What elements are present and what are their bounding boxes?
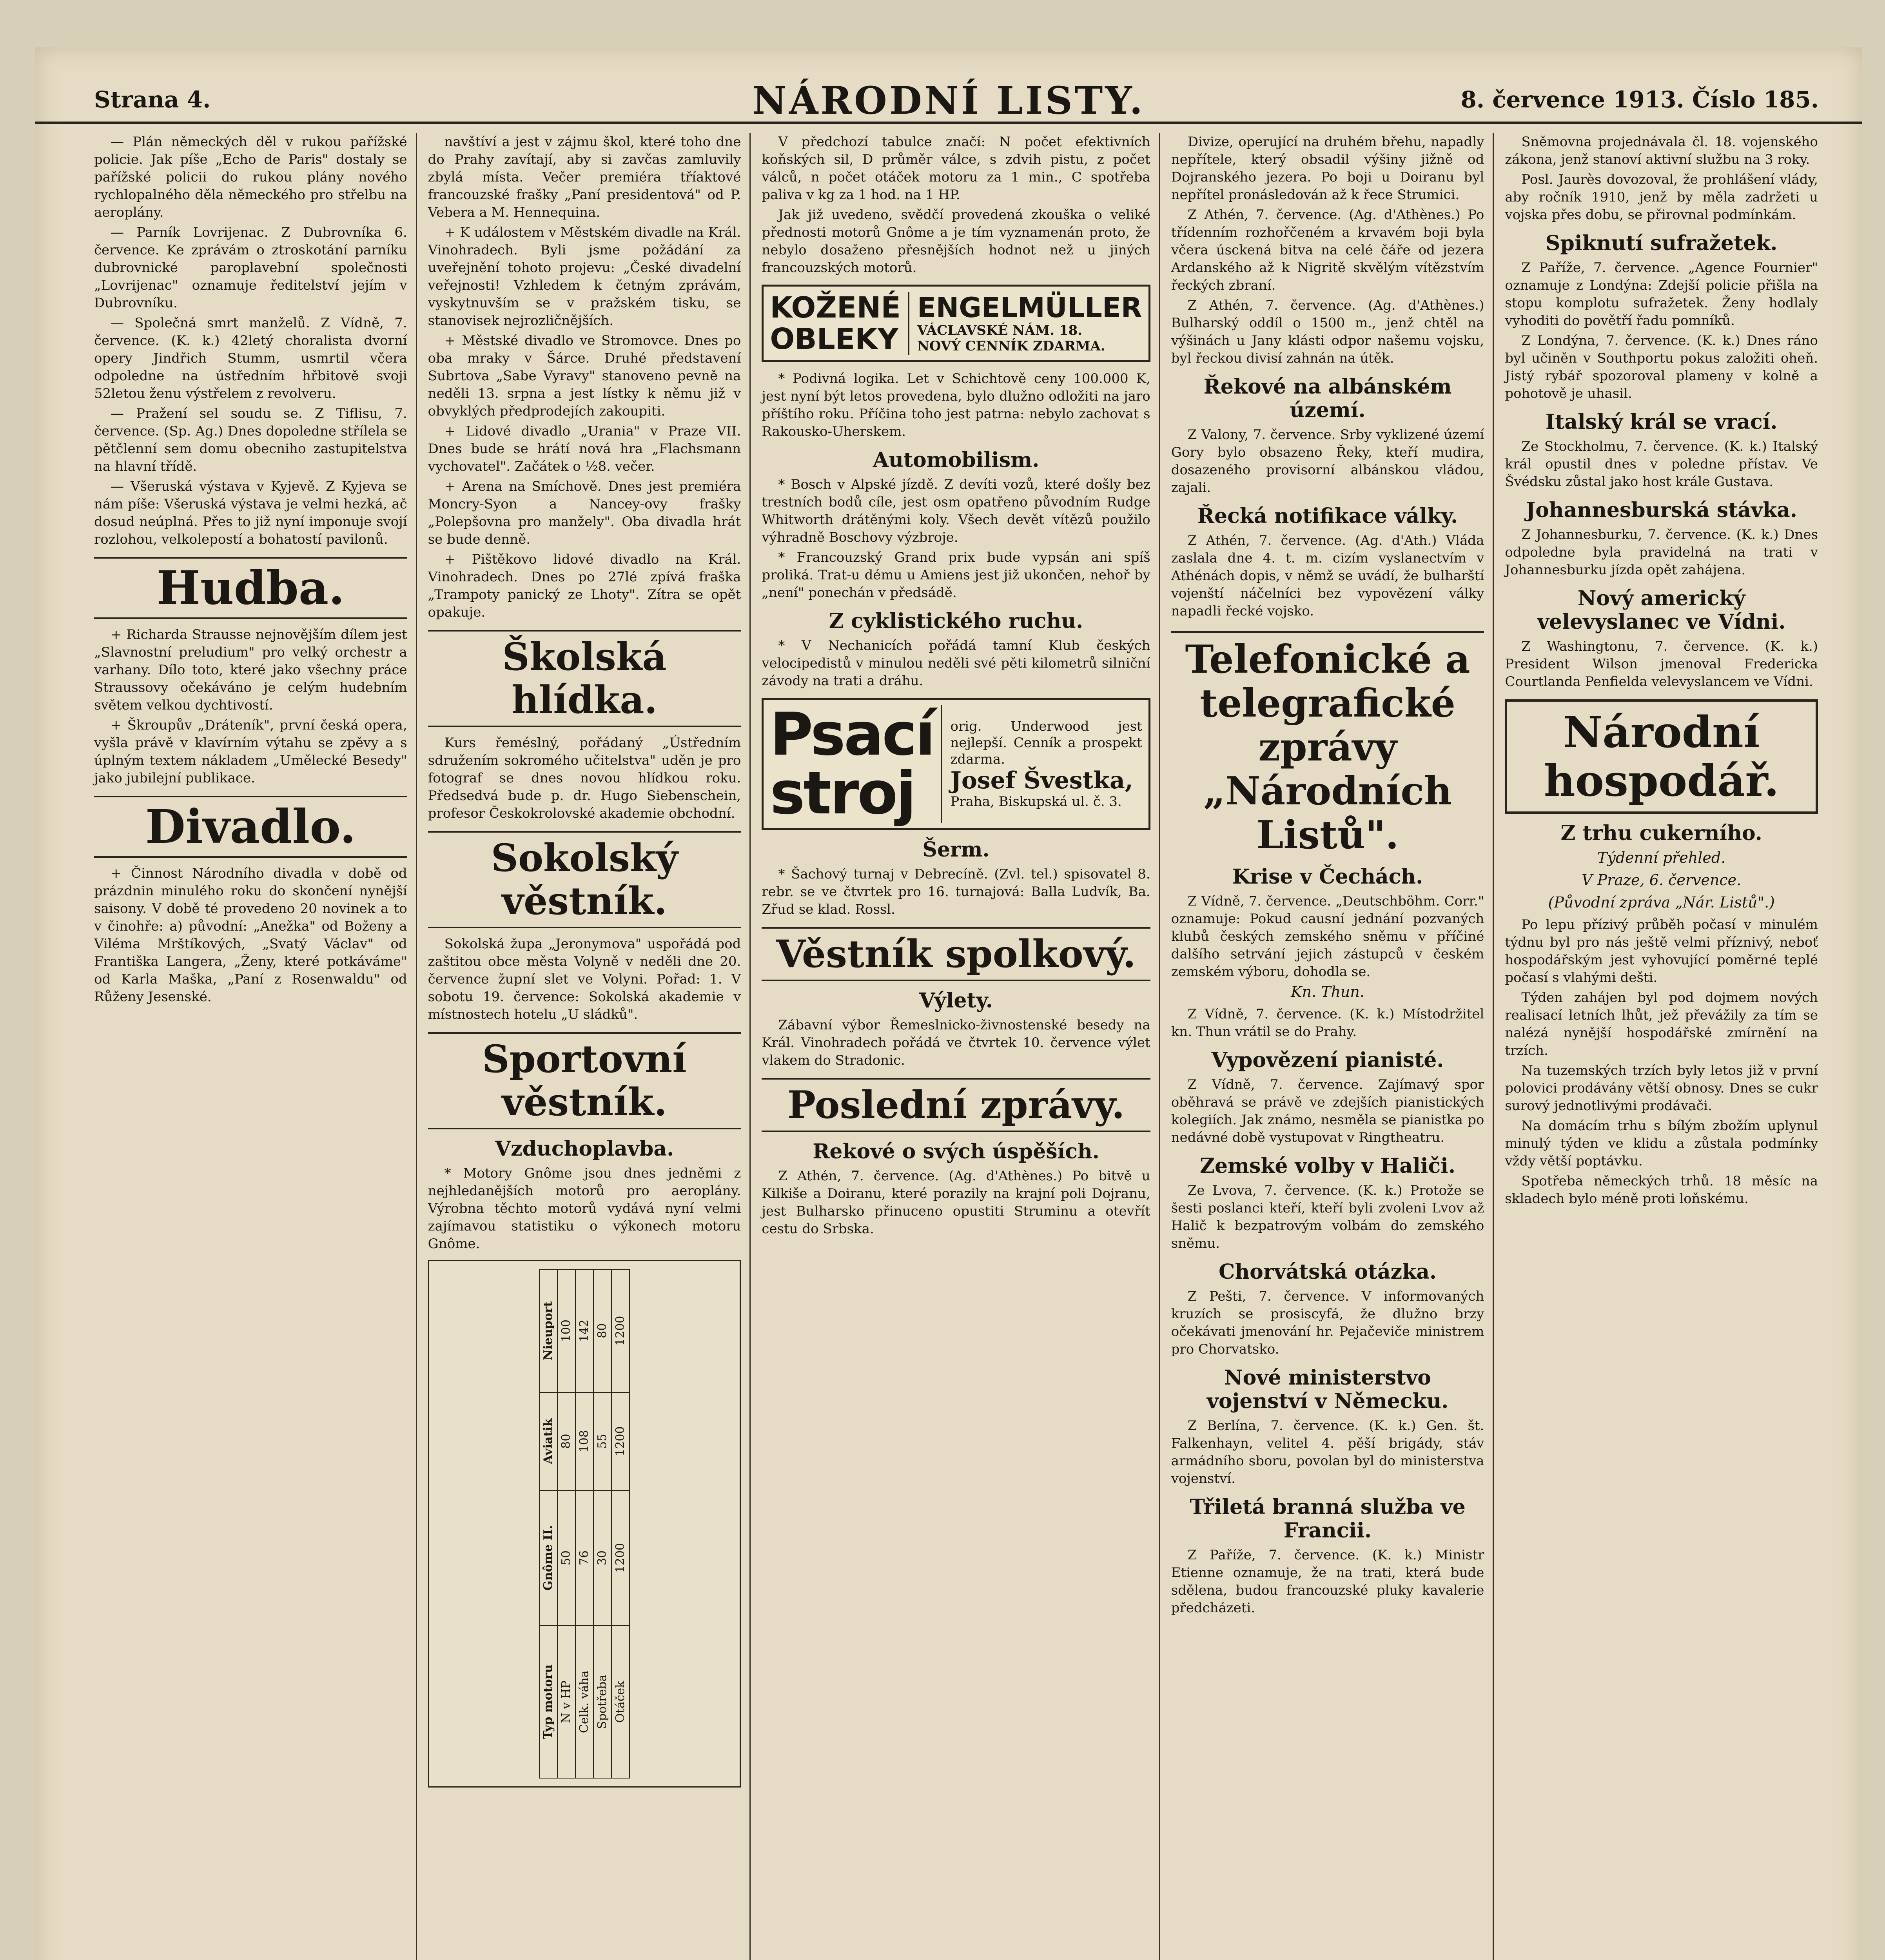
table-cell: 50 xyxy=(557,1490,575,1626)
column-5 xyxy=(1505,133,1827,1960)
ad-psaci-line: orig. Underwood jest nejlepší. Cenník a prospekt zdarma. xyxy=(950,719,1142,767)
article-heading: Výlety. xyxy=(919,989,993,1013)
table-cell: 1200 xyxy=(611,1269,630,1392)
article-text: * V Nechanicích pořádá tamní Klub českých velocipedistů v minulou neděli své pěti kilometrů silniční závody na trati a dráhu. xyxy=(762,638,1150,689)
table-cell: 80 xyxy=(593,1269,611,1392)
column-2 xyxy=(428,133,751,1960)
table-cell: Aviatik xyxy=(539,1392,557,1490)
article-text: Posl. Jaurès dovozoval, že prohlášení vlády, aby ročník 1910, jenž by měla zadržeti u vojska přes dobu, se přirovnal podmínkám. xyxy=(1505,172,1818,223)
column-3 xyxy=(762,133,1160,1960)
table-cell: 100 xyxy=(557,1269,575,1392)
table-row xyxy=(539,1269,557,1778)
table-cell: N v HP xyxy=(557,1626,575,1778)
section-heading-divadlo: Divadlo. xyxy=(94,796,407,858)
article-text: + K událostem v Městském divadle na Král. Vinohradech. Byli jsme požádání za uveřejnění tohoto projevu: „České divadelní veřejnosti! Vzhledem k četným zprávám, vyskytnuvším se v pražském tisku, se stanovisek nejrozličnějších. xyxy=(428,225,741,328)
ad-psaci-stroj-title: Psací stroj xyxy=(770,705,942,823)
article-text: Zábavní výbor Řemeslnicko-živnostenské besedy na Král. Vinohradech pořádá ve čtvrtek 10. července výlet vlakem do Stradonic. xyxy=(762,1017,1150,1068)
table-cell: 1200 xyxy=(611,1392,630,1490)
article-text: Z Athén, 7. července. (Ag. d'Ath.) Vláda zaslala dne 4. t. m. cizím vyslanectvím v Athénách dopis, v němž se uvádí, že bulharští vojenští náčelníci bez vypovězení války napadli řecké vojsko. xyxy=(1171,533,1484,619)
advertisement-engelmuller xyxy=(762,285,1150,362)
article-text: V předchozí tabulce značí: N počet efektivních koňských sil, D průměr válce, s zdvih pistu, z počet válců, n počet otáček motoru za 1 min., C spotřeba paliva v kg za 1 hod. na 1 HP. xyxy=(762,134,1150,203)
article-text: Z Valony, 7. července. Srby vyklizené území Gory bylo obsazeno Řeky, kteří mudira, dosazeného provisorní albánskou vládou, zajali. xyxy=(1171,427,1484,495)
table-cell: 30 xyxy=(593,1490,611,1626)
article-text: Týden zahájen byl pod dojmem nových realisací letních lhůt, jež převážily za tím se nalézá nynější hospodářské zmírnění na trzích. xyxy=(1505,990,1818,1058)
article-text: Z Berlína, 7. července. (K. k.) Gen. št. Falkenhayn, velitel 4. pěší brigády, stáv armádního sboru, povolan byl do ministerstva vojenství. xyxy=(1171,1418,1484,1486)
section-heading-spolkovy: Věstník spolkový. xyxy=(762,927,1150,981)
table-cell: Spotřeba xyxy=(593,1626,611,1778)
article-heading: Johannesburská stávka. xyxy=(1526,498,1797,522)
article-text: + Činnost Národního divadla v době od prázdnin minulého roku do skončení nynější saisony. V době té provedeno 20 novinek a to v činohře: a) původní: „Anežka" od Boženy a Viléma Mrštíkových, „Svatý Václav" od Františka Langera, „Ženy, které potkáváme" od Karla Maška, „Paní z Rosenwaldu" od Růženy Jesenské. xyxy=(94,866,407,1005)
article-text: * Motory Gnôme jsou dnes jedněmi z nejhledanějších motorů pro aeroplány. Výrobna těchto motorů vydává nyní velmi zajímavou statistiku o výkonech motoru Gnôme. xyxy=(428,1165,741,1252)
article-text: + Pištěkovo lidové divadlo na Král. Vinohradech. Dnes po 27lé zpívá fraška „Trampoty panický ze Lhoty". Zítra se opět opakuje. xyxy=(428,552,741,620)
table-cell: 1200 xyxy=(611,1490,630,1626)
article-text: Z Vídně, 7. července. Zajímavý spor oběhravá se právě ve zdejších pianistických kolegiích. Jak známo, nesměla se pianistka po nedávné době vystupovat v Ringtheatru. xyxy=(1171,1077,1484,1145)
table-cell: Typ motoru xyxy=(539,1626,557,1778)
section-heading-hospodar: Národní hospodář. xyxy=(1505,699,1818,814)
article-text: — Všeruská výstava v Kyjevě. Z Kyjeva se nám píše: Všeruská výstava je velmi hezká, ač dosud neúplná. Přes to již nyní imponuje svojí rozlohou, velkolepostí a bohatostí pavilonů. xyxy=(94,479,407,547)
table-row xyxy=(611,1269,630,1778)
article-text: * Podivná logika. Let v Schichtově ceny 100.000 K, jest nyní být letos provedena, bylo dlužno odložiti na jaro příštího roku. Příčina toho jest patrna: nebylo zachovat s Rakousko-Uherskem. xyxy=(762,371,1150,439)
article-heading: Automobilism. xyxy=(873,448,1040,472)
article-text: Z Johannesburku, 7. července. (K. k.) Dnes odpoledne byla pravidelná na trati v Johannesburku jízda opět zahájena. xyxy=(1505,527,1818,578)
article-text: * Francouzský Grand prix bude vypsán ani spíš proliká. Trat-u dému u Amiens jest již ukončen, nehoř by „není" ponechán v předsádě. xyxy=(762,550,1150,601)
table-cell: 142 xyxy=(575,1269,593,1392)
article-heading: Třiletá branná služba ve Francii. xyxy=(1190,1495,1466,1543)
motor-stats-table xyxy=(539,1269,630,1779)
article-text: Z Paříže, 7. července. „Agence Fournier" oznamuje z Londýna: Zdejší policie přišla na stopu komplotu sufražetek. Ženy hodlaly vyhoditi do povětří řadu pomníků. xyxy=(1505,260,1818,328)
table-cell: Celk. váha xyxy=(575,1626,593,1778)
newspaper-title: NÁRODNÍ LISTY. xyxy=(752,78,1145,123)
section-heading-hudba: Hudba. xyxy=(94,557,407,619)
article-text: Z Paříže, 7. července. (K. k.) Ministr Etienne oznamuje, že na trati, která bude sdělena, budou francouzské pluky kavalerie předcházeti. xyxy=(1171,1547,1484,1616)
article-text: Z Vídně, 7. července. „Deutschböhm. Corr." oznamuje: Pokud causní jednání pozvaných klubů českých zemského sněmu v příčiné dalšího setrvání jejich zástupců v českém zemském výboru, dohodla se. xyxy=(1171,893,1484,980)
newspaper-page xyxy=(35,47,1862,1960)
article-text: Z Vídně, 7. července. (K. k.) Místodržitel kn. Thun vrátil se do Prahy. xyxy=(1171,1006,1484,1040)
article-text: Z Athén, 7. července. (Ag. d'Athènes.) Po třídenním rozhořčeném a krvavém boji byla včera úsckená bitva na celé čáře od jezera Ardanského až k Nigritě skvělým vítězstvím řeckých zbraní. xyxy=(1171,207,1484,293)
article-text: Z Pešti, 7. července. V informovaných kruzích se prosiscyfá, že dlužno brzy očekávati jmenování hr. Pejačeviče ministrem pro Chorvatsko. xyxy=(1171,1289,1484,1357)
article-subheading: Kn. Thun. xyxy=(1291,983,1364,1000)
article-text: Z Washingtonu, 7. července. (K. k.) President Wilson jmenoval Fredericka Courtlanda Penfielda velevyslancem ve Vídni. xyxy=(1505,639,1818,690)
article-text: Sokolská župa „Jeronymova" uspořádá pod zaštitou obce města Volyně v neděli dne 20. července župní slet ve Volyni. Pořad: 1. V sobotu 19. července: Sokolská akademie v místnostech hotelu „U sládků". xyxy=(428,936,741,1022)
table-row xyxy=(575,1269,593,1778)
ad-psaci-name: Josef Švestka, xyxy=(950,767,1133,794)
article-heading: Z trhu cukerního. xyxy=(1560,821,1762,845)
advertisement-psaci-stroj xyxy=(762,698,1150,830)
table-cell: Otáček xyxy=(611,1626,630,1778)
article-heading: Spiknutí sufražetek. xyxy=(1545,231,1778,255)
ad-psaci-address: Praha, Biskupská ul. č. 3. xyxy=(950,794,1122,809)
page-header xyxy=(35,74,1862,124)
article-subheading: Týdenní přehled. xyxy=(1597,849,1726,866)
table-cell: 80 xyxy=(557,1392,575,1490)
ad-engelmuller-address: VÁCLAVSKÉ NÁM. 18. xyxy=(917,323,1083,338)
table-row xyxy=(593,1269,611,1778)
article-text: Na tuzemských trzích byly letos již v první polovici prodávány větší obnosy. Dnes se cukr surový jednotlivými prodávači. xyxy=(1505,1063,1818,1114)
column-1 xyxy=(94,133,417,1960)
table-cell: 108 xyxy=(575,1392,593,1490)
article-text: Na domácím trhu s bílým zbožím uplynul minulý týden ve klidu a zůstala podmínky vždy větší poptávku. xyxy=(1505,1118,1818,1169)
article-heading: Nové ministerstvo vojenství v Německu. xyxy=(1206,1366,1449,1413)
article-text: — Parník Lovrijenac. Z Dubrovníka 6. července. Ke zprávám o ztroskotání parníku dubrovnické paroplavební společnosti „Lovrijenac" oznamuje ředitelství jejím v Dubrovníku. xyxy=(94,225,407,311)
article-text: Divize, operující na druhém břehu, napadly nepřítele, který obsadil výšiny jižně od Dojranského jezera. Po boji u Doiranu byl nepřítel pronásledován až k řece Strumici. xyxy=(1171,134,1484,203)
table-cell: Nieuport xyxy=(539,1269,557,1392)
article-text: * Bosch v Alpské jízdě. Z devíti vozů, které došly bez trestních bodů cíle, jest osm opatřeno původním Rudge Whitworth drátěnými koly. Všech devět vítězů použilo výhradně Boschovy výzbroje. xyxy=(762,477,1150,545)
article-text: + Lidové divadlo „Urania" v Praze VII. Dnes bude se hrátí nová hra „Flachsmann vychovatel". Začátek o ½8. večer. xyxy=(428,423,741,474)
section-heading-skolska: Školská hlídka. xyxy=(428,630,741,727)
article-heading: Z cyklistického ruchu. xyxy=(829,609,1083,633)
article-text: Z Athén, 7. července. (Ag. d'Athènes.) Po bitvě u Kilkiše a Doiranu, které porazily na krajní poli Dojranu, jest Bulharsko přinuceno opustiti Struminu a otevřít cestu do Srbska. xyxy=(762,1168,1150,1237)
article-source: (Původní zpráva „Nár. Listů".) xyxy=(1548,894,1775,911)
article-text: + Škroupův „Dráteník", první česká opera, vyšla právě v klavírním výtahu se zpěvy a s úplným textem nákladem „Umělecké Besedy" jako jubilejní publikace. xyxy=(94,717,407,786)
article-text: — Společná smrt manželů. Z Vídně, 7. července. (K. k.) 42letý choralista dvorní opery Jindřich Stumm, usmrtil včera odpoledne na ústředním hřbitově svoji 52letou ženu výstřelem z revolveru. xyxy=(94,315,407,401)
article-heading: Krise v Čechách. xyxy=(1232,865,1423,889)
section-heading-sportovni: Sportovní věstník. xyxy=(428,1032,741,1129)
section-heading-telefonicke: Telefonické a telegrafické zprávy „Národních Listů". xyxy=(1171,631,1484,857)
article-heading: Italský král se vrací. xyxy=(1545,410,1778,434)
section-heading-sokolsky: Sokolský věstník. xyxy=(428,831,741,928)
columns xyxy=(94,133,1827,1960)
article-dateline: V Praze, 6. července. xyxy=(1582,871,1742,889)
section-heading-posledni: Poslední zprávy. xyxy=(762,1078,1150,1132)
article-text: + Městské divadlo ve Stromovce. Dnes po oba mraky v Šárce. Druhé představení Subrtova „Sabe Vyravy" stanoveno pevně na neděli 13. srpna a jest lístky k němu již v obvyklých předprodejích zakoupiti. xyxy=(428,333,741,419)
article-text: Ze Lvova, 7. července. (K. k.) Protože se šesti poslanci kteří, kteří byli zvoleni Lvov až Halič k bezpatrovým volbám do zemského sněmu. xyxy=(1171,1183,1484,1251)
article-heading: Rekové o svých úspěších. xyxy=(813,1140,1099,1163)
article-text: + Richarda Strausse nejnovějším dílem jest „Slavnostní preludium" pro velký orchestr a varhany. Dílo toto, které jako všechny práce Straussovy očekáváno je celým hudebním světem velkou dychtivostí. xyxy=(94,627,407,713)
article-text: Sněmovna projednávala čl. 18. vojenského zákona, jenž stanoví aktivní službu na 3 roky. xyxy=(1505,134,1818,167)
article-heading: Šerm. xyxy=(922,838,990,862)
article-text: navštíví a jest v zájmu škol, které toho dne do Prahy zavítají, aby si zavčas zamluvily zbylá místa. Večer premiéra tříaktové francouzské frašky „Paní presidentová" od P. Vebera a M. Hennequina. xyxy=(428,134,741,220)
article-text: Jak již uvedeno, svědčí provedená zkouška o veliké přednosti motorů Gnôme a je tím vyznamenán proto, že nebylo dosaženo přesnějších hodnot než u jiných francouzských motorů. xyxy=(762,207,1150,276)
article-heading: Nový americký velevyslanec ve Vídni. xyxy=(1537,586,1786,634)
article-heading: Vypovězení pianisté. xyxy=(1211,1048,1444,1072)
ad-engelmuller-name: ENGELMÜLLER xyxy=(917,292,1142,324)
motor-table xyxy=(428,1260,741,1788)
article-text: — Plán německých děl v rukou pařížské policie. Jak píše „Echo de Paris" dostaly se pařížské policii do rukou plány nového rychlopalného děla německého pro střelbu na aeroplány. xyxy=(94,134,407,220)
page-label: Strana 4. xyxy=(94,86,211,113)
table-row xyxy=(557,1269,575,1778)
article-text: Kurs řeméslný, pořádaný „Ústředním sdružením sokromého učitelstva" uděn je pro fotograf se dnes novou hlídkou roku. Předsedvá bude p. dr. Hugo Siebenschein, profesor Českokrolovské akademie obchodní. xyxy=(428,735,741,821)
article-text: — Pražení sel soudu se. Z Tiflisu, 7. července. (Sp. Ag.) Dnes dopoledne střílela se pětčlenní sem domu obecniho zastupitelstva na hlavní třídě. xyxy=(94,406,407,474)
table-cell: 76 xyxy=(575,1490,593,1626)
article-text: + Arena na Smíchově. Dnes jest premiéra Moncry-Syon a Nancey-ovy frašky „Polepšovna pro manžely". Oba divadla hrát se bude denně. xyxy=(428,479,741,547)
issue-date: 8. července 1913. Číslo 185. xyxy=(1460,86,1819,113)
article-text: Z Londýna, 7. července. (K. k.) Dnes ráno byl učiněn v Southportu pokus založiti oheň. Jistý rybář spozoroval plameny v kolně a pohotově je uhasil. xyxy=(1505,333,1818,401)
article-text: Ze Stockholmu, 7. července. (K. k.) Italský král opustil dnes v poledne přístav. Ve Švédsku zůstal jako host krále Gustava. xyxy=(1505,439,1818,490)
ad-engelmuller-note: NOVÝ CENNÍK ZDARMA. xyxy=(917,338,1105,354)
article-text: Spotřeba německých trhů. 18 měsíc na skladech bylo méně proti loňskému. xyxy=(1505,1173,1818,1207)
table-cell: 55 xyxy=(593,1392,611,1490)
article-heading: Zemské volby v Haliči. xyxy=(1199,1154,1456,1178)
ad-kozene-obleky: KOŽENÉ OBLEKY xyxy=(770,292,909,355)
article-text: Z Athén, 7. července. (Ag. d'Athènes.) Bulharský oddíl o 1500 m., jenž chtěl na výšinách u Jany klásti odpor našemu vojsku, byl řeckou divisí zahnán na útěk. xyxy=(1171,298,1484,366)
table-cell: Gnôme II. xyxy=(539,1490,557,1626)
article-text: Po lepu přízivý průběh počasí v minulém týdnu byl pro nás ještě velmi příznivý, neboť hospodářským jest vyhovující poměrné teplé počasí s vlahými dešti. xyxy=(1505,917,1818,985)
article-heading: Řecká notifikace války. xyxy=(1197,504,1458,528)
article-heading: Vzduchoplavba. xyxy=(495,1137,674,1161)
article-heading: Řekové na albánském území. xyxy=(1203,375,1452,422)
article-heading: Chorvátská otázka. xyxy=(1218,1260,1437,1284)
article-text: * Šachový turnaj v Debrecíně. (Zvl. tel.) spisovatel 8. rebr. se ve čtvrtek pro 16. turnajová: Balla Ludvík, Ba. Zřud se klad. Rossl. xyxy=(762,866,1150,917)
column-4 xyxy=(1171,133,1494,1960)
